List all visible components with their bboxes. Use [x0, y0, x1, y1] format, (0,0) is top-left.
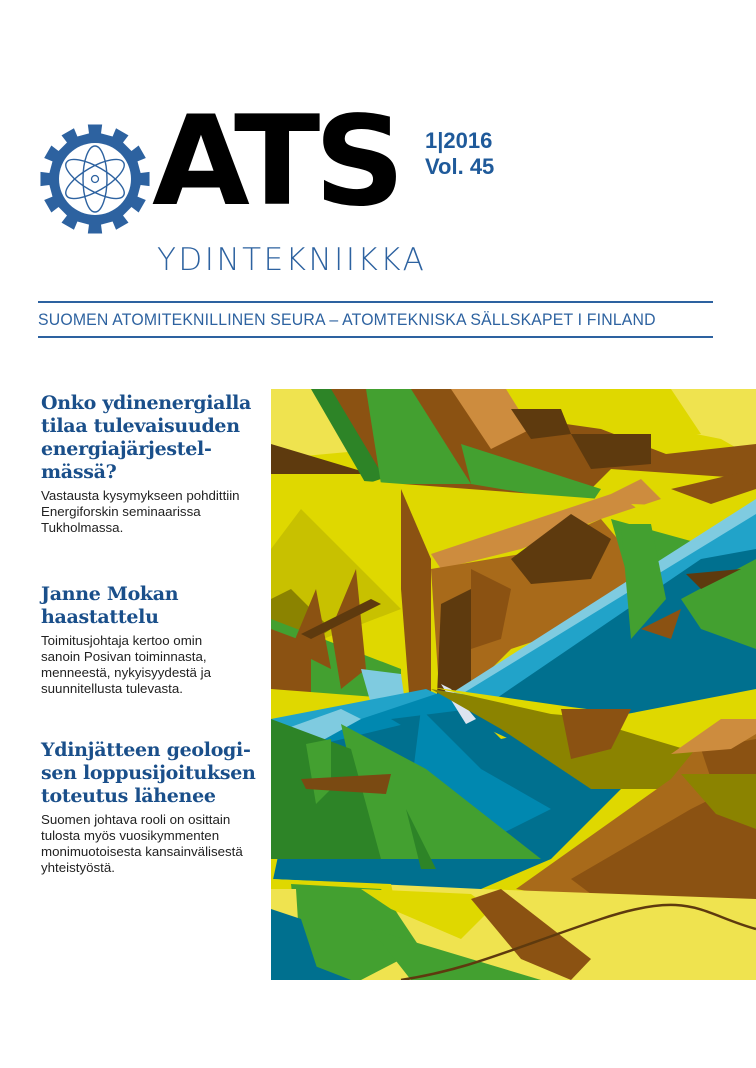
article-summary	[41, 633, 266, 697]
organization-name: SUOMEN ATOMITEKNILLINEN SEURA – ATOMTEKNISKA SÄLLSKAPET I FINLAND	[38, 310, 656, 329]
article-summary	[41, 488, 266, 536]
article-title	[41, 392, 266, 484]
cover-artwork	[271, 389, 756, 980]
title-line: mässä?	[41, 461, 117, 483]
article-summary	[41, 812, 266, 876]
magazine-subtitle: YDINTEKNIIKKA	[157, 242, 427, 278]
gear-hole	[59, 143, 131, 215]
summary-line: Vastausta kysymykseen pohdittiin	[41, 488, 240, 503]
summary-line: Tukholmassa.	[41, 520, 124, 535]
article-teaser[interactable]	[41, 583, 266, 697]
title-line: Ydinjätteen geologi-	[41, 739, 251, 761]
summary-line: suunnitellusta tulevasta.	[41, 681, 183, 696]
title-line: haastattelu	[41, 606, 159, 628]
title-line: sen loppusijoituksen	[41, 762, 256, 784]
summary-line: tulosta myös vuosikymmenten	[41, 828, 220, 843]
article-teaser[interactable]	[41, 392, 266, 536]
summary-line: monimuotoisesta kansainvälisestä	[41, 844, 243, 859]
summary-line: Energiforskin seminaarissa	[41, 504, 201, 519]
summary-line: yhteistyöstä.	[41, 860, 115, 875]
issue-info	[425, 128, 494, 180]
issue-number: 1|2016	[425, 128, 493, 153]
title-line: tilaa tulevaisuuden	[41, 415, 240, 437]
title-line: energiajärjestel-	[41, 438, 212, 460]
volume: Vol. 45	[425, 154, 495, 179]
divider-bottom	[38, 336, 713, 338]
summary-line: menneestä, nykyisyydestä ja	[41, 665, 211, 680]
gear-atom-logo-icon	[38, 122, 152, 236]
summary-line: Toimitusjohtaja kertoo omin	[41, 633, 203, 648]
logo-wordmark: ATS	[152, 90, 400, 234]
title-line: toteutus lähenee	[41, 785, 216, 807]
summary-line: sanoin Posivan toiminnasta,	[41, 649, 207, 664]
article-title	[41, 583, 266, 629]
summary-line: Suomen johtava rooli on osittain	[41, 812, 231, 827]
article-title	[41, 739, 266, 808]
divider-top	[38, 301, 713, 303]
title-line: Janne Mokan	[41, 583, 179, 605]
article-teaser[interactable]	[41, 739, 266, 876]
title-line: Onko ydinenergialla	[41, 392, 252, 414]
